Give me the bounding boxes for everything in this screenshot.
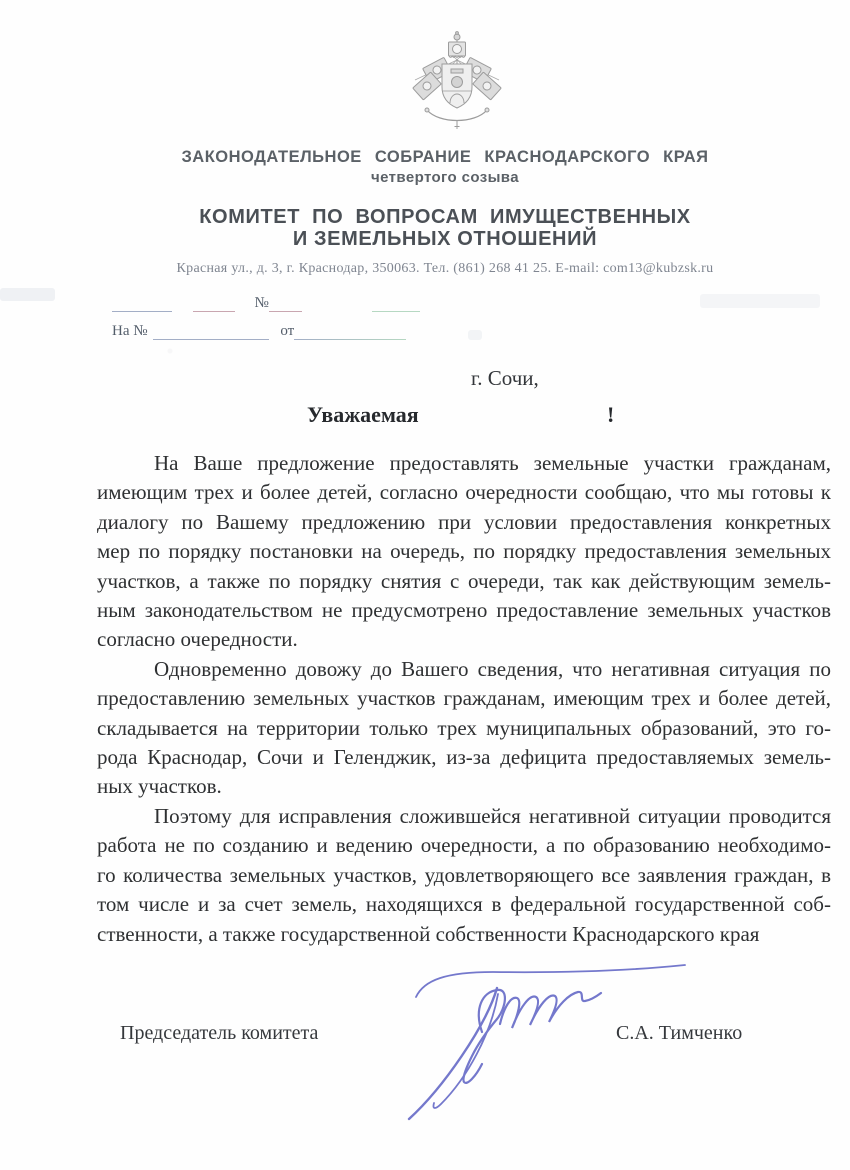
reference-number-block [112,295,532,340]
addressee-city: г. Сочи, [471,366,539,390]
paragraph-2-line: складывается на территории только трех муниципальных образований, это го- [97,715,831,740]
letter-body [97,449,831,949]
coat-of-arms-emblem-icon [411,30,503,130]
paragraph-1-line: мер по порядку постановки на очередь, по порядку предоставления земельных [97,539,831,564]
stray-green-line [372,298,420,312]
paragraph-1-line: согласно очередности. [97,627,298,652]
convocation-line: четвертого созыва [371,169,519,186]
number-blank-field [269,298,302,312]
paragraph-1-line: имеющим трех и более детей, согласно очередности сообщаю, что мы готовы к [97,480,831,505]
committee-name-line1: КОМИТЕТ ПО ВОПРОСАМ ИМУЩЕСТВЕННЫХ [199,206,691,228]
committee-name-line2: И ЗЕМЕЛЬНЫХ ОТНОШЕНИЙ [292,228,598,250]
scan-artifact [0,288,55,301]
signer-position-title: Председатель комитета [120,1022,319,1044]
paragraph-1-line: ным законодательством не предусмотрено предоставление земельных участков [97,598,831,623]
outgoing-number-row [112,295,532,312]
paragraph-2-line: Одновременно довожу до Вашего сведения, что негативная ситуация по [154,656,831,681]
paragraph-3-line: го количества земельных участков, удовлетворяющего все заявления граждан, в [97,862,831,887]
handwritten-signature-icon [398,952,688,1127]
index-blank-field [193,298,235,312]
paragraph-2-line: предоставлению земельных участков гражданам, имеющим трех и более детей, [97,686,831,711]
paragraph-3-line: Поэтому для исправления сложившейся негативной ситуации проводится [154,803,831,828]
contact-address-line: Красная ул., д. 3, г. Краснодар, 350063. Тел. (861) 268 41 25. E-mail: com13@kubzsk.ru [176,261,714,276]
date-blank-field [112,298,172,312]
paragraph-1-line: На Ваше предложение предоставлять земельные участки гражданам, [154,451,831,475]
na-number-label: На № [112,323,148,339]
paragraph-2-line: рода Краснодар, Сочи и Геленджик, из-за дефицита предоставляемых земель- [97,745,831,770]
paragraph-3-line: ственности, а также государственной собственности Краснодарского края [97,921,760,946]
paragraph-1-line: диалогу по Вашему предложению при условии предоставления конкретных [97,509,831,534]
paragraph-3-line: работа не по созданию и ведению очередности, а по образованию необходимо- [97,833,831,858]
incoming-date-blank [294,326,406,340]
salutation-exclamation: ! [607,402,615,427]
organization-name: ЗАКОНОДАТЕЛЬНОЕ СОБРАНИЕ КРАСНОДАРСКОГО КРАЯ [181,148,709,166]
incoming-number-row [112,323,532,340]
paragraph-3-line: том числе и за счет земель, находящихся в федеральной государственной соб- [97,892,831,917]
paragraph-1-line: участков, а также по порядку снятия с очереди, так как действующим земель- [97,568,831,593]
incoming-number-blank [153,326,269,340]
ot-label: от [280,323,295,339]
salutation-text: Уважаемая [307,402,419,427]
paragraph-2-line: ных участков. [97,774,222,799]
scan-artifact [700,294,820,308]
signer-name: С.А. Тимченко [616,1022,743,1044]
number-sign-label: № [254,295,269,311]
